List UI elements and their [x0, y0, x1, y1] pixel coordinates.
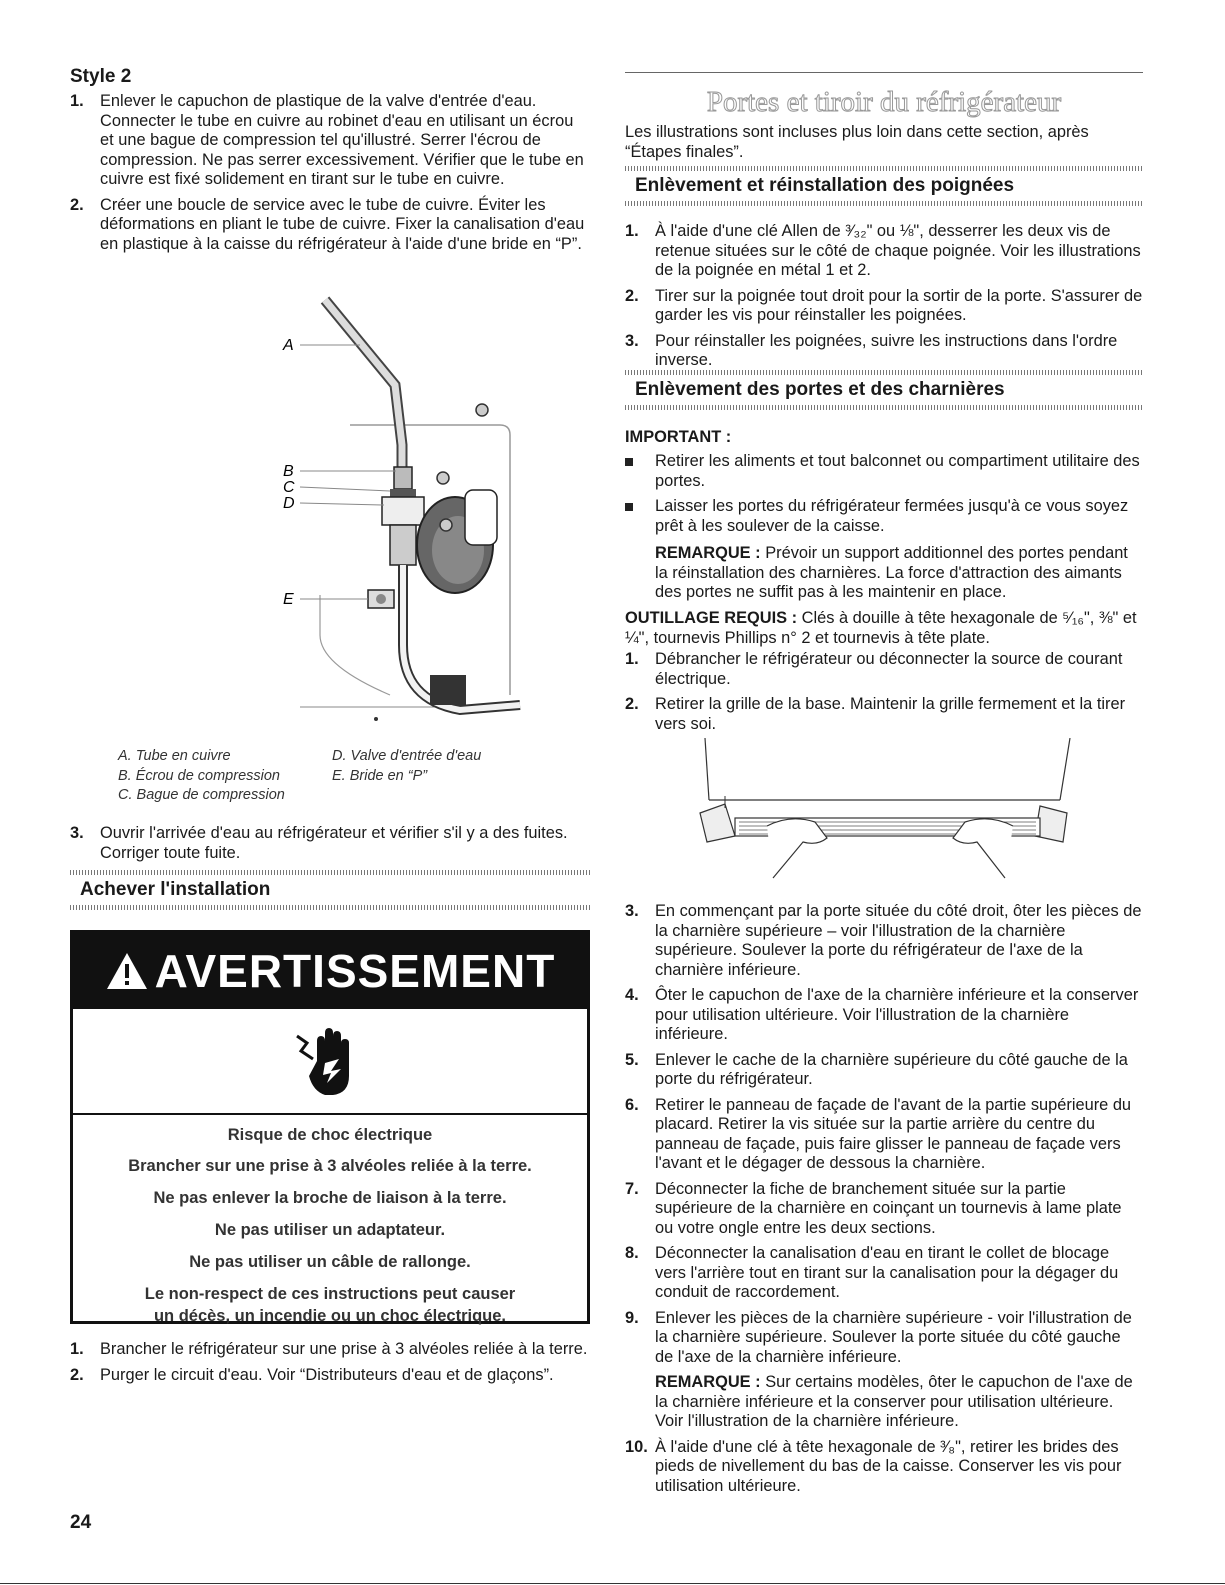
section-header-achever: Achever l'installation [70, 870, 590, 910]
list-item: 2. Purger le circuit d'eau. Voir “Distributeurs d'eau et de glaçons”. [70, 1365, 554, 1384]
bullet-icon [625, 503, 633, 511]
bullet-icon [625, 458, 633, 466]
handles-steps [625, 222, 1143, 371]
figure-letter-b: B [283, 463, 294, 480]
intro-text: Les illustrations sont incluses plus loin dans cette section, après “Étapes finales”. [625, 123, 1089, 161]
water-valve-diagram [200, 295, 540, 725]
list-item: 9. Enlever les pièces de la charnière supérieure - voir l'illustration de la charnière supérieure. Soulever la porte située du côté gauche de l'axe de la charnière inférieure. [625, 1308, 1132, 1366]
section-header-portes: Enlèvement des portes et des charnières [625, 370, 1143, 410]
main-title: Portes et tiroir du réfrigérateur [706, 86, 1062, 118]
compression-ring [390, 489, 416, 497]
figure-letter-a: A [283, 337, 294, 354]
list-item: 3. Ouvrir l'arrivée d'eau au réfrigérateur et vérifier s'il y a des fuites. Corriger toute fuite. [70, 824, 568, 862]
list-item: 2. Tirer sur la poignée tout droit pour la sortir de la porte. S'assurer de garder les vis pour réinstaller les poignées. [625, 286, 1143, 324]
list-item: 6. Retirer le panneau de façade de l'avant de la partie supérieure du placard. Retirer la vis située sur la partie arrière du centre du panneau de façade, puis faire glisser le panneau de façade vers l'avant et le dégager de dessous la charnière. [625, 1095, 1132, 1172]
figure-letter-c: C [283, 479, 295, 496]
list-item: 3. Pour réinstaller les poignées, suivre les instructions dans l'ordre inverse. [625, 331, 1118, 369]
warning-triangle-icon [105, 951, 149, 991]
list-item: Retirer les aliments et tout balconnet ou compartiment utilitaire des portes. [625, 452, 1143, 491]
list-item: 4. Ôter le capuchon de l'axe de la charnière inférieure et la conserver pour utilisation ultérieure. Voir l'illustration de la charnière inférieure. [625, 986, 1139, 1043]
list-item: 5. Enlever le cache de la charnière supérieure du côté gauche de la porte du réfrigérateur. [625, 1050, 1128, 1088]
warning-banner [73, 933, 587, 1009]
note-block: REMARQUE : Prévoir un support additionnel des portes pendant la réinstallation des charnières. La force d'attraction des aimants des portes ne suffit pas à les maintenir en place. [655, 544, 1128, 601]
list-item: 1. Brancher le réfrigérateur sur une prise à 3 alvéoles reliée à la terre. [70, 1340, 588, 1358]
warning-title: AVERTISSEMENT [154, 945, 556, 997]
warning-box [70, 930, 590, 1324]
list-item: 2. Créer une boucle de service avec le tube de cuivre. Éviter les déformations en pliant le tube de cuivre. Fixer la canalisation d'eau en plastique à la caisse du réfrigérateur à l'aide d'une bride en “P”. [70, 195, 585, 253]
list-item: 8. Déconnecter la canalisation d'eau en tirant le collet de blocage vers l'arrière tout en tirant sur la canalisation pour la dégager du conduit de raccordement. [625, 1244, 1119, 1301]
door-steps-a [625, 650, 1143, 734]
list-item: 10. À l'aide d'une clé à tête hexagonale de ³⁄₈", retirer les brides des pieds de nivellement du bas de la caisse. Conserver les vis pour utilisation ultérieure. [625, 1437, 1122, 1495]
list-item: 1. À l'aide d'une clé Allen de ³⁄₃₂" ou ⅛", desserrer les deux vis de retenue situées sur le côté de chaque poignée. Voir les illustrations de la poignée en métal 1 et 2. [625, 222, 1141, 279]
steps-bottom [70, 1340, 590, 1385]
list-item: 3. En commençant par la porte située du côté droit, ôter les pièces de la charnière supérieure – voir l'illustration de la charnière supérieure. Soulever la porte du réfrigérateur de l'axe de la charnière inférieure. [625, 902, 1142, 979]
right-hand [953, 819, 1013, 878]
figure-captions-right: D. Valve d'entrée d'eau E. Bride en “P” [332, 748, 482, 784]
note-block-2: REMARQUE : Sur certains modèles, ôter le capuchon de l'axe de la charnière inférieure et la conserver pour utilisation ultérieure. Voir l'illustration de la charnière inférieure. [655, 1373, 1133, 1430]
left-hand [767, 819, 827, 878]
warning-headline: Risque de choc électrique [227, 1126, 433, 1144]
step-3 [70, 824, 590, 863]
door-steps-b [625, 902, 1143, 1496]
section-header-poignees: Enlèvement et réinstallation des poignées [625, 166, 1143, 206]
steps-top [70, 92, 590, 254]
base-grille-diagram [695, 738, 1075, 888]
list-item: Laisser les portes du réfrigérateur fermées jusqu'à ce vous soyez prêt à les soulever de la caisse. [625, 497, 1143, 536]
screw [437, 472, 449, 484]
figure-letter-d: D [283, 495, 295, 512]
screw [476, 404, 488, 416]
figure-captions-left: A. Tube en cuivre B. Écrou de compression C. Bague de compression [118, 748, 285, 803]
style-title: Style 2 [70, 66, 132, 87]
important-bullets [625, 452, 1143, 536]
list-item: 1. Enlever le capuchon de plastique de la valve d'entrée d'eau. Connecter le tube en cuivre au robinet d'eau en utilisant un écrou et une bague de compression tel qu'illustré. Serrer l'écrou de compression. Ne pas serrer excessivement. Vérifier que le tube en cuivre est fixé solidement en tirant sur le tube en cuivre. [70, 92, 584, 188]
list-item: 7. Déconnecter la fiche de branchement située sur la partie supérieure de la charnière en coinçant un tournevis à lame plate ou votre ongle entre les deux sections. [625, 1179, 1122, 1237]
warning-text: Risque de choc électrique Brancher sur une prise à 3 alvéoles reliée à la terre. Ne pas enlever la broche de liaison à la terre. Ne pas utiliser un adaptateur. Ne pas utiliser un câble de rallonge. Le non-respect de ces instructions peut causer un décès, un incendie ou un choc électrique. [73, 1126, 587, 1326]
figure-letter-e: E [283, 591, 294, 608]
page-number: 24 [70, 1512, 92, 1533]
compression-nut [394, 467, 412, 489]
tools-block: OUTILLAGE REQUIS : Clés à douille à tête hexagonale de ⁵⁄₁₆", ⅜" et ¼", tournevis Phillips n° 2 et tournevis à tête plate. [625, 609, 1137, 647]
list-item: 2. Retirer la grille de la base. Maintenir la grille fermement et la tirer vers soi. [625, 695, 1126, 733]
electric-shock-hand-icon [295, 1021, 365, 1101]
list-item: 1. Débrancher le réfrigérateur ou déconnecter la source de courant électrique. [625, 650, 1123, 688]
important-label: IMPORTANT : [625, 428, 732, 446]
